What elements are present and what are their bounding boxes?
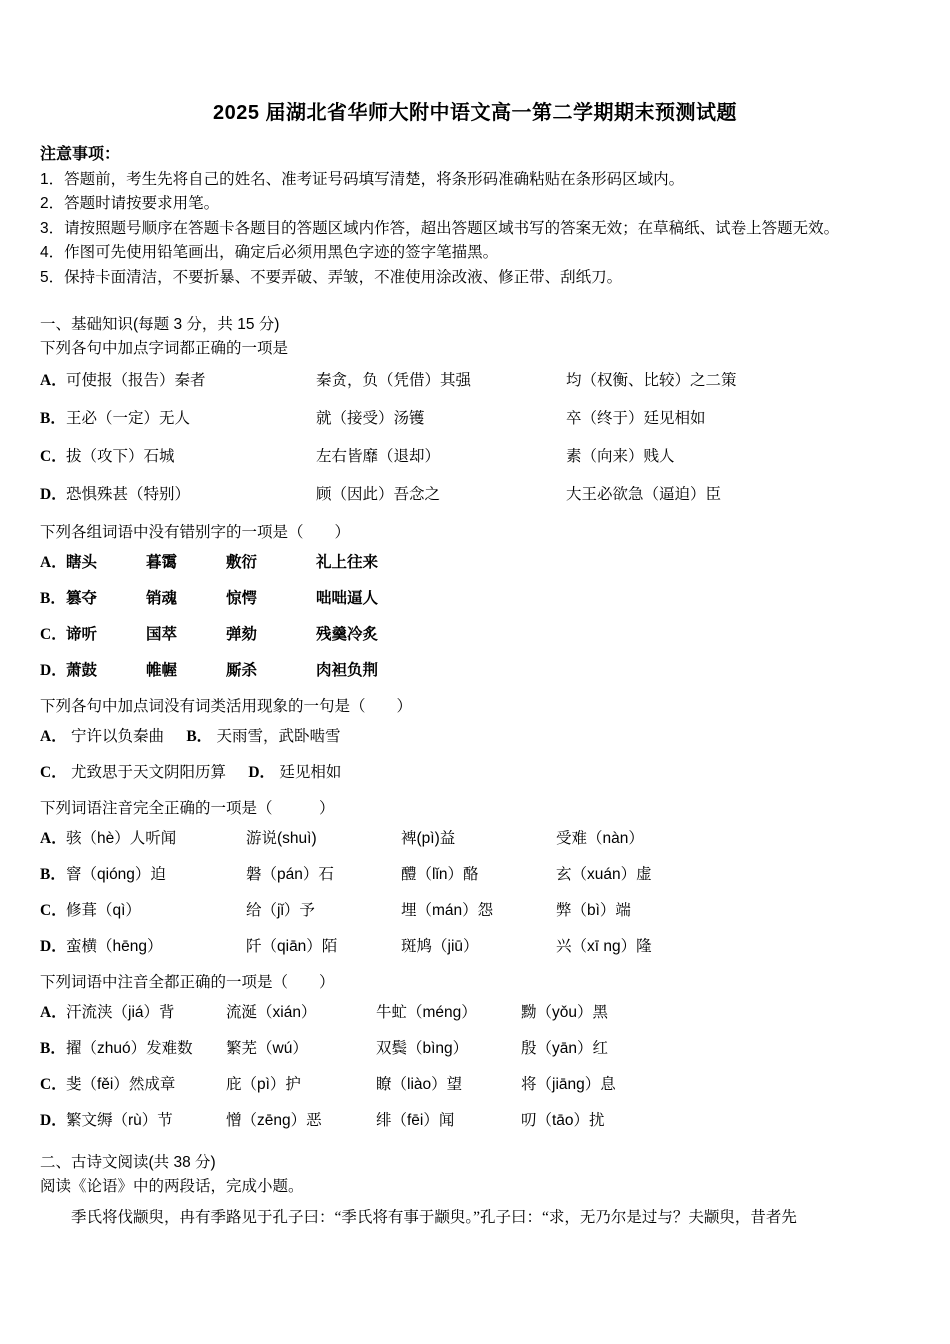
option-label: C．: [40, 448, 67, 466]
word-3: 弹劾: [226, 626, 258, 644]
pinyin-item-4: 玄（xuán）虚: [556, 866, 652, 884]
pinyin-item-1: 修葺（qì）: [66, 902, 141, 920]
pinyin-item-2: 阡（qiān）陌: [246, 938, 338, 956]
word-3: 厮杀: [226, 662, 258, 680]
section-heading-basics: 一、基础知识(每题 3 分，共 15 分): [40, 316, 280, 334]
word-1: 谛听: [66, 626, 98, 644]
pinyin-item-3: 牛虻（méng）: [376, 1004, 477, 1022]
option-label: B．: [186, 728, 213, 746]
option-label: A．: [40, 728, 67, 746]
question-5-prompt: 下列词语中注音全都正确的一项是（ ）: [40, 974, 335, 992]
question-2-option-c[interactable]: [40, 622, 910, 644]
option-col-1: 拔（攻下）石城: [66, 448, 175, 466]
question-2-option-b[interactable]: [40, 586, 910, 608]
pinyin-item-2: 憎（zēng）恶: [226, 1112, 322, 1130]
question-2-option-a[interactable]: [40, 550, 910, 572]
pinyin-item-3: 双鬓（bìng）: [376, 1040, 469, 1058]
option-col-2: 就（接受）汤镬: [316, 410, 425, 428]
option-label: D．: [40, 486, 67, 504]
question-1-option-c[interactable]: [40, 444, 910, 466]
pinyin-item-1: 斐（fěi）然成章: [66, 1076, 176, 1094]
question-4-prompt: 下列词语注音完全正确的一项是（ ）: [40, 800, 335, 818]
option-label: C．: [40, 626, 67, 644]
question-2-option-d[interactable]: [40, 658, 910, 680]
question-1-option-a[interactable]: [40, 368, 910, 390]
pinyin-item-2: 游说(shuì): [246, 830, 317, 848]
option-label: B．: [40, 410, 66, 428]
word-2: 暮霭: [146, 554, 178, 572]
pinyin-item-4: 殷（yān）红: [521, 1040, 608, 1058]
reading-instruction: 阅读《论语》中的两段话，完成小题。: [40, 1178, 304, 1196]
word-4: 礼上往来: [316, 554, 379, 572]
option-text: 廷见相如: [279, 764, 342, 782]
pinyin-item-4: 受难（nàn）: [556, 830, 644, 848]
question-4-option-d[interactable]: [40, 934, 910, 956]
option-label: D．: [40, 1112, 67, 1130]
pinyin-item-3: 埋（mán）怨: [401, 902, 494, 920]
question-4-option-b[interactable]: [40, 862, 910, 884]
pinyin-item-1: 汗流浃（jiá）背: [66, 1004, 175, 1022]
pinyin-item-1: 窨（qióng）迫: [66, 866, 166, 884]
word-1: 瞎头: [66, 554, 98, 572]
option-col-3: 卒（终于）廷见相如: [566, 410, 706, 428]
notice-item: 1．答题前，考生先将自己的姓名、准考证号码填写清楚，将条形码准确粘贴在条形码区域内。: [40, 171, 685, 188]
word-1: 萧鼓: [66, 662, 98, 680]
word-3: 敷衍: [226, 554, 258, 572]
pinyin-item-4: 兴（xī ng）隆: [556, 938, 652, 956]
option-col-1: 王必（一定）无人: [66, 410, 191, 428]
option-text: 宁许以负秦曲: [71, 728, 165, 746]
option-label: C．: [40, 902, 67, 920]
option-label: A．: [40, 554, 67, 572]
option-label: D．: [248, 764, 276, 782]
option-label: C．: [40, 764, 67, 782]
word-2: 帷幄: [146, 662, 178, 680]
option-col-2: 左右皆靡（退却）: [316, 448, 441, 466]
pinyin-item-3: 斑鸠（jiū）: [401, 938, 479, 956]
question-3-options-cd[interactable]: [40, 760, 910, 782]
pinyin-item-3: 醴（lǐn）酪: [401, 866, 479, 884]
question-1-option-b[interactable]: [40, 406, 910, 428]
question-3-options-ab[interactable]: [40, 724, 910, 746]
pinyin-item-1: 骇（hè）人听闻: [66, 830, 177, 848]
section-heading-classical-reading: 二、古诗文阅读(共 38 分): [40, 1154, 216, 1172]
option-label: C．: [40, 1076, 67, 1094]
pinyin-item-2: 繁芜（wú）: [226, 1040, 308, 1058]
option-col-1: 可使报（报告）秦者: [66, 372, 206, 390]
page-title: 2025 届湖北省华师大附中语文高一第二学期期末预测试题: [212, 102, 738, 124]
question-5-option-a[interactable]: [40, 1000, 910, 1022]
question-4-option-a[interactable]: [40, 826, 910, 848]
question-4-option-c[interactable]: [40, 898, 910, 920]
word-2: 国萃: [146, 626, 178, 644]
option-col-3: 均（权衡、比较）之二策: [566, 372, 737, 390]
option-label: A．: [40, 830, 67, 848]
question-1-prompt: 下列各句中加点字词都正确的一项是: [40, 340, 289, 358]
pinyin-item-3: 瞭（liào）望: [376, 1076, 463, 1094]
option-label: D．: [40, 938, 67, 956]
option-label: B．: [40, 1040, 66, 1058]
word-4: 残羹冷炙: [316, 626, 379, 644]
word-4: 肉袒负荆: [316, 662, 379, 680]
option-col-3: 大王必欲急（逼迫）臣: [566, 486, 722, 504]
option-col-2: 秦贪，负（凭借）其强: [316, 372, 472, 390]
option-label: B．: [40, 590, 66, 608]
pinyin-item-2: 庇（pì）护: [226, 1076, 301, 1094]
pinyin-item-3: 裨(pì)益: [401, 830, 456, 848]
option-col-3: 素（向来）贱人: [566, 448, 675, 466]
pinyin-item-4: 将（jiāng）息: [521, 1076, 616, 1094]
option-label: A．: [40, 372, 67, 390]
question-5-option-c[interactable]: [40, 1072, 910, 1094]
pinyin-item-2: 给（jǐ）予: [246, 902, 315, 920]
pinyin-item-1: 蛮横（hēng）: [66, 938, 163, 956]
pinyin-item-4: 黝（yǒu）黑: [521, 1004, 608, 1022]
notice-item: 2．答题时请按要求用笔。: [40, 195, 220, 213]
question-5-option-d[interactable]: [40, 1108, 910, 1130]
question-2-prompt: 下列各组词语中没有错别字的一项是（ ）: [40, 524, 351, 542]
pinyin-item-1: 繁文缛（rù）节: [66, 1112, 173, 1130]
notice-item: 4．作图可先使用铅笔画出，确定后必须用黑色字迹的签字笔描黑。: [40, 244, 499, 262]
option-label: A．: [40, 1004, 67, 1022]
notice-list: [40, 168, 910, 290]
pinyin-item-4: 叨（tāo）扰: [521, 1112, 605, 1130]
pinyin-item-4: 弊（bì）端: [556, 902, 631, 920]
word-3: 惊愕: [226, 590, 258, 608]
reading-passage: 季氏将伐颛臾，冉有季路见于孔子曰：“季氏将有事于颛臾。”孔子曰：“求，无乃尔是过与？夫颛臾，昔者先: [71, 1209, 797, 1227]
option-col-2: 顾（因此）吾念之: [316, 486, 441, 504]
option-text: 尤致思于天文阴阳历算: [71, 764, 227, 782]
option-label: D．: [40, 662, 67, 680]
option-text: 天雨雪，武卧啮雪: [216, 728, 341, 746]
pinyin-item-3: 绯（fēi）闻: [376, 1112, 455, 1130]
word-1: 篡夺: [66, 590, 98, 608]
option-col-1: 恐惧殊甚（特别）: [66, 486, 191, 504]
notice-item: 5．保持卡面清洁，不要折暴、不要弄破、弄皱，不准使用涂改液、修正带、刮纸刀。: [40, 268, 623, 286]
pinyin-item-2: 流涎（xián）: [226, 1004, 317, 1022]
word-4: 咄咄逼人: [316, 590, 379, 608]
pinyin-item-1: 擢（zhuó）发难数: [66, 1040, 193, 1058]
question-5-option-b[interactable]: [40, 1036, 910, 1058]
pinyin-item-2: 磐（pán）石: [246, 866, 334, 884]
word-2: 销魂: [146, 590, 178, 608]
notice-heading: 注意事项：: [40, 146, 121, 163]
option-label: B．: [40, 866, 66, 884]
notice-item: 3．请按照题号顺序在答题卡各题目的答题区域内作答，超出答题区域书写的答案无效；在草稿纸、试卷上答题无效。: [40, 219, 840, 237]
question-3-prompt: 下列各句中加点词没有词类活用现象的一句是（ ）: [40, 698, 413, 716]
question-1-option-d[interactable]: [40, 482, 910, 504]
